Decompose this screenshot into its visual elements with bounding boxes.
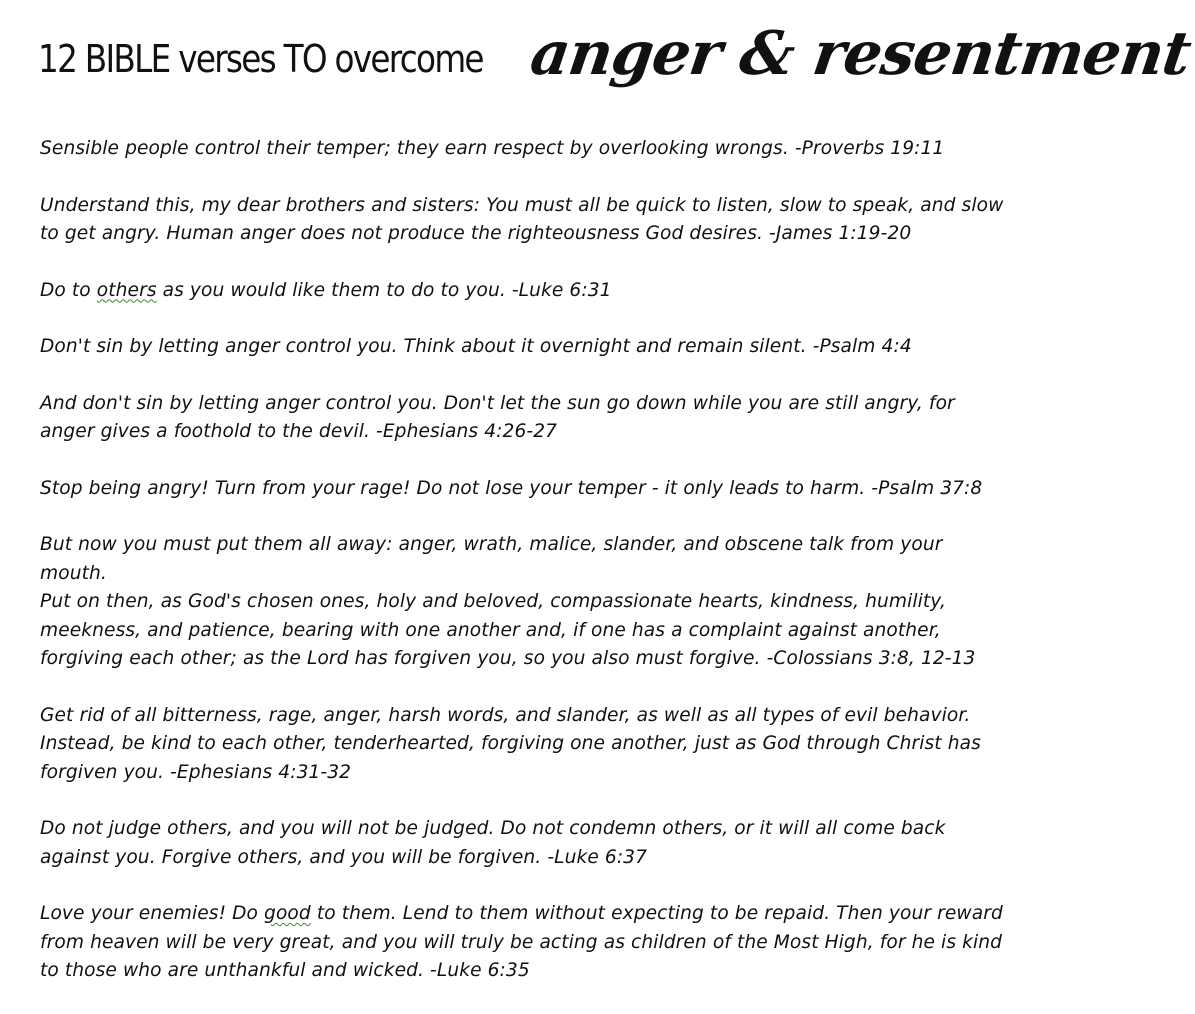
verse-list: [40, 135, 1020, 1014]
verse-paragraph: [40, 192, 1020, 249]
title-script-text: anger & resentment: [526, 19, 1195, 89]
verse-paragraph: [40, 900, 1020, 986]
verse-paragraph: [40, 702, 1020, 788]
verse-line: forgiven you. -Ephesians 4:31-32: [40, 761, 352, 783]
verse-line: meekness, and patience, bearing with one another and, if one has a complaint against another,: [40, 619, 941, 641]
verse-line: Do to others as you would like them to do to you. -Luke 6:31: [40, 279, 612, 301]
verse-paragraph: [40, 390, 1020, 447]
title-plain-text: 12 BIBLE verses TO overcome: [38, 37, 483, 81]
verse-line: Put on then, as God's chosen ones, holy and beloved, compassionate hearts, kindness, humility,: [40, 591, 946, 612]
spellcheck-flagged-word: good: [264, 903, 311, 924]
verse-line: mouth.: [40, 562, 107, 584]
verse-line: Get rid of all bitterness, rage, anger, harsh words, and slander, as well as all types of evil behavior.: [40, 704, 971, 726]
verse-paragraph: [40, 333, 1020, 362]
verse-line: anger gives a foothold to the devil. -Ephesians 4:26-27: [40, 421, 558, 442]
verse-line: Do not judge others, and you will not be judged. Do not condemn others, or it will all come back: [40, 818, 946, 839]
verse-line: Love your enemies! Do good to them. Lend to them without expecting to be repaid. Then your reward: [40, 903, 1003, 924]
verse-line: to those who are unthankful and wicked. -Luke 6:35: [40, 960, 530, 981]
page-title: [38, 14, 1195, 104]
verse-paragraph: [40, 815, 1020, 872]
verse-paragraph: [40, 475, 1020, 504]
verse-paragraph: [40, 277, 1020, 306]
verse-line: Understand this, my dear brothers and sisters: You must all be quick to listen, slow to speak, and slow: [40, 194, 1004, 216]
verse-line: against you. Forgive others, and you will be forgiven. -Luke 6:37: [40, 846, 648, 868]
verse-line: Instead, be kind to each other, tenderhearted, forgiving one another, just as God through Christ has: [40, 733, 981, 754]
verse-line: Don't sin by letting anger control you. Think about it overnight and remain silent. -Psalm 4:4: [40, 336, 912, 357]
verse-line: from heaven will be very great, and you will truly be acting as children of the Most High, for he is kind: [40, 931, 1003, 953]
verse-line: And don't sin by letting anger control you. Don't let the sun go down while you are still angry, for: [40, 392, 955, 414]
verse-line: to get angry. Human anger does not produce the righteousness God desires. -James 1:19-20: [40, 223, 912, 244]
verse-line: Sensible people control their temper; they earn respect by overlooking wrongs. -Proverbs 19:11: [40, 138, 945, 159]
verse-paragraph: [40, 135, 1020, 164]
verse-line: Stop being angry! Turn from your rage! Do not lose your temper - it only leads to harm. -Psalm 37:8: [40, 477, 983, 499]
verse-paragraph: [40, 531, 1020, 674]
verse-line: But now you must put them all away: anger, wrath, malice, slander, and obscene talk from your: [40, 534, 943, 555]
verse-line: forgiving each other; as the Lord has forgiven you, so you also must forgive. -Colossians 3:8, 12-13: [40, 648, 976, 669]
spellcheck-flagged-word: others: [96, 279, 157, 301]
